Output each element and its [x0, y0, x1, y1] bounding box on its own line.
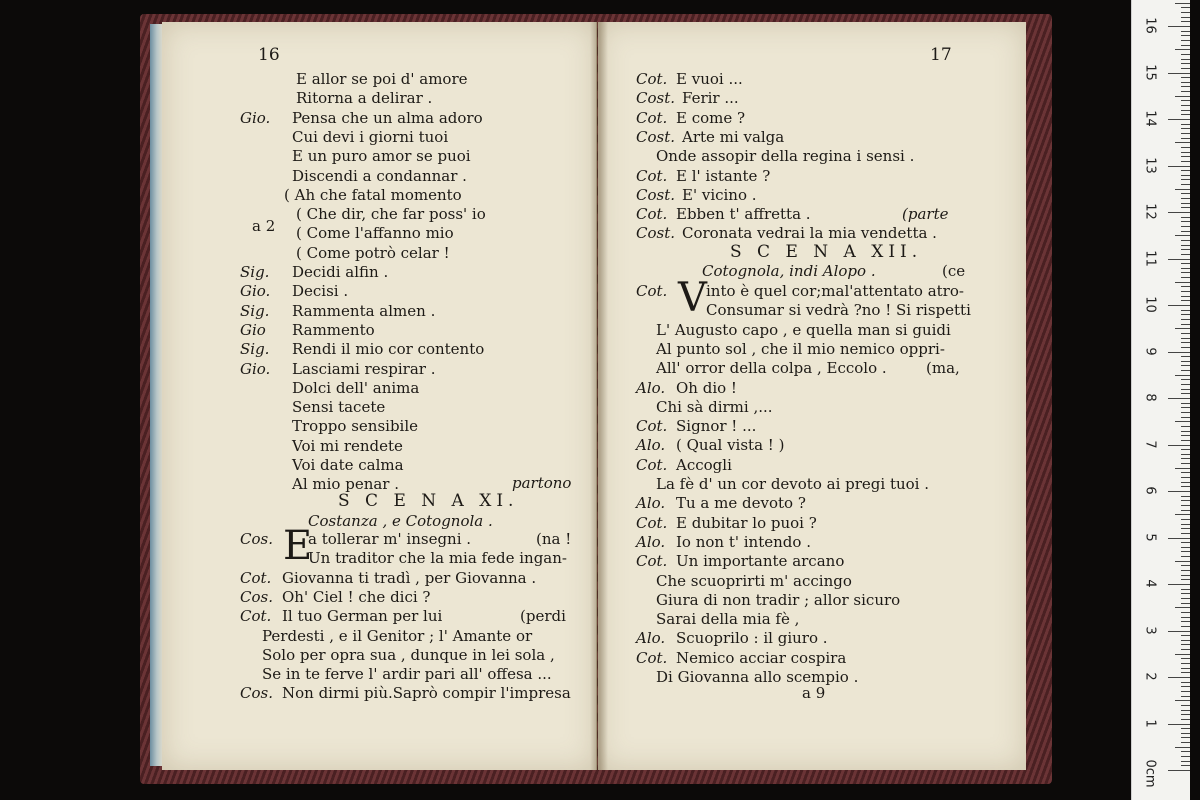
dialogue-line: E l' istante ?	[676, 166, 771, 185]
ruler-tick	[1168, 770, 1190, 771]
verse-line: Troppo sensibile	[292, 417, 419, 436]
ruler-tick	[1181, 240, 1190, 241]
dialogue-line: Oh' Ciel ! che dici ?	[282, 587, 431, 606]
verse-line: ( Che dir, che far poss' io	[296, 205, 486, 224]
speaker-label: Cot.	[636, 552, 668, 571]
dialogue-line: Solo per opra sua , dunque in lei sola ,	[262, 645, 555, 664]
ruler-tick	[1181, 477, 1190, 478]
verse-line: Voi date calma	[292, 456, 404, 474]
ruler-number: 10	[1142, 296, 1158, 313]
ruler-tick	[1168, 584, 1190, 585]
speaker-label: Gio.	[240, 108, 271, 127]
line-tail: (na !	[536, 530, 572, 548]
ruler-tick	[1181, 40, 1190, 41]
ruler-tick	[1181, 114, 1190, 115]
dialogue-line: Signor ! ...	[676, 417, 757, 436]
speaker-label: Cost.	[636, 127, 676, 146]
dialogue-line: Un importante arcano	[676, 552, 845, 571]
ruler-tick	[1181, 412, 1190, 413]
dialogue-line: Un traditor che la mia fede ingan-	[308, 549, 567, 568]
ruler-tick	[1181, 542, 1190, 543]
speaker-label: Cost.	[636, 89, 676, 108]
speaker-label: Gio.	[240, 359, 271, 378]
ruler-tick	[1181, 598, 1190, 599]
ruler-tick	[1181, 389, 1190, 390]
ruler-tick	[1181, 17, 1190, 18]
ruler-tick	[1181, 63, 1190, 64]
ruler-tick	[1181, 100, 1190, 101]
ruler-tick	[1181, 221, 1190, 222]
dialogue-line: Giura di non tradir ; allor sicuro	[656, 590, 901, 609]
ruler-tick	[1181, 496, 1190, 497]
ruler-tick	[1175, 654, 1190, 655]
ruler-tick	[1181, 533, 1190, 534]
ruler-tick	[1181, 198, 1190, 199]
verse-line: ( Come l'affanno mio	[296, 224, 454, 243]
speaker-label: Cot.	[636, 166, 668, 185]
ruler-unit-label: 0cm	[1142, 759, 1158, 788]
ruler-tick	[1168, 166, 1190, 167]
ruler-tick	[1181, 486, 1190, 487]
ruler-tick	[1175, 49, 1190, 50]
scene-title-xii: S C E N A XII.	[730, 242, 923, 262]
ruler-tick	[1181, 342, 1190, 343]
ruler-tick	[1181, 12, 1190, 13]
ruler-tick	[1181, 728, 1190, 729]
ruler-tick	[1181, 579, 1190, 580]
ruler-tick	[1181, 31, 1190, 32]
ruler-number: 12	[1142, 203, 1158, 220]
ruler-tick	[1168, 538, 1190, 539]
scene-characters-xii: Cotognola, indi Alopo .	[702, 262, 876, 280]
speaker-label: Cot.	[636, 513, 668, 532]
ruler-tick	[1181, 175, 1190, 176]
dialogue-line: Il tuo German per lui	[282, 607, 443, 626]
ruler-tick	[1181, 361, 1190, 362]
verse-line: Decidi alfin .	[292, 263, 389, 281]
speaker-label: Cot.	[636, 455, 668, 474]
ruler-tick	[1181, 589, 1190, 590]
ruler-tick	[1181, 324, 1190, 325]
dialogue-line: Onde assopir della regina i sensi .	[656, 147, 915, 166]
dialogue-line: Scuoprilo : il giuro .	[676, 629, 828, 648]
verse-line: Lasciami respirar .	[292, 359, 436, 378]
ruler-tick	[1175, 3, 1190, 4]
ruler-tick	[1181, 672, 1190, 673]
dialogue-line: Chi sà dirmi ,...	[656, 397, 773, 416]
verse-line: Ritorna a delirar .	[296, 89, 433, 108]
ruler-number: 9	[1142, 346, 1158, 356]
ruler-tick	[1168, 677, 1190, 678]
ruler-tick	[1181, 593, 1190, 594]
ruler-tick	[1181, 431, 1190, 432]
ruler-tick	[1181, 245, 1190, 246]
dialogue-line: into è quel cor;mal'attentato atro-	[706, 282, 964, 300]
speaker-label: Cot.	[636, 648, 668, 667]
dialogue-line: Non dirmi più.Saprò compir l'impresa	[282, 684, 571, 703]
speaker-label: Cos.	[240, 587, 273, 606]
scene-title-xi: S C E N A XI.	[338, 491, 519, 511]
ruler-tick	[1175, 96, 1190, 97]
speaker-label: Gio.	[240, 282, 271, 301]
ruler-tick	[1181, 765, 1190, 766]
dialogue-line: E dubitar lo puoi ?	[676, 513, 817, 532]
ruler-tick	[1181, 472, 1190, 473]
verse-line: Rendi il mio cor contento	[292, 340, 485, 359]
dialogue-line: Ferir ...	[682, 89, 739, 108]
ruler-tick	[1181, 524, 1190, 525]
ruler-tick	[1175, 747, 1190, 748]
verse-line: ( Ah che fatal momento	[284, 185, 462, 204]
ruler-number: 11	[1142, 249, 1158, 267]
line-tail: (parte	[902, 205, 949, 224]
ruler-tick	[1181, 203, 1190, 204]
exit-note: partono	[512, 474, 572, 492]
ruler-tick	[1181, 333, 1190, 334]
speaker-label: Alo.	[636, 436, 666, 455]
ruler-tick	[1181, 35, 1190, 36]
ruler-tick	[1181, 547, 1190, 548]
ruler-tick	[1181, 705, 1190, 706]
ruler-tick	[1175, 421, 1190, 422]
ruler-tick	[1181, 249, 1190, 250]
ruler-number: 4	[1142, 579, 1158, 588]
ruler-tick	[1168, 491, 1190, 492]
ruler-tick	[1181, 644, 1190, 645]
ruler-tick	[1175, 235, 1190, 236]
ruler-tick	[1181, 393, 1190, 394]
speaker-label: Cos.	[240, 684, 273, 703]
ruler-tick	[1181, 742, 1190, 743]
ruler-tick	[1181, 124, 1190, 125]
ruler-tick	[1181, 226, 1190, 227]
speaker-label: Cot.	[636, 108, 668, 127]
verse-line: E un puro amor se puoi	[292, 147, 471, 166]
scene-tail-xii: (ce	[942, 262, 966, 280]
ruler-tick	[1181, 384, 1190, 385]
ruler-number: 8	[1142, 393, 1158, 402]
ruler-tick	[1181, 575, 1190, 576]
speaker-label: Cot.	[636, 417, 668, 436]
ruler-tick	[1181, 105, 1190, 106]
ruler-tick	[1181, 403, 1190, 404]
dialogue-line: ( Qual vista ! )	[676, 436, 785, 455]
ruler-tick	[1181, 603, 1190, 604]
dialogue-line: E come ?	[676, 108, 746, 127]
speaker-label: Sig.	[240, 301, 270, 320]
ruler-tick	[1181, 7, 1190, 8]
verse-line: ( Come potrò celar !	[296, 243, 450, 262]
ruler-tick	[1181, 454, 1190, 455]
ruler-tick	[1181, 714, 1190, 715]
ruler-tick	[1181, 379, 1190, 380]
ruler-tick	[1181, 193, 1190, 194]
ruler-tick	[1181, 68, 1190, 69]
ruler-tick	[1181, 626, 1190, 627]
ruler-tick	[1181, 254, 1190, 255]
ruler-tick	[1181, 640, 1190, 641]
verse-line: Cui devi i giorni tuoi	[292, 127, 449, 146]
dialogue-line: Io non t' intendo .	[676, 532, 811, 551]
ruler-tick	[1181, 170, 1190, 171]
ruler-tick	[1181, 45, 1190, 46]
speaker-label: Alo.	[636, 378, 666, 397]
ruler-tick	[1181, 417, 1190, 418]
speaker-label: Sig.	[240, 340, 270, 359]
dialogue-line: Se in te ferve l' ardir pari all' offesa ...	[262, 665, 552, 684]
ruler-tick	[1181, 110, 1190, 111]
dialogue-line: Al punto sol , che il mio nemico oppri-	[656, 339, 945, 358]
ruler-tick	[1181, 138, 1190, 139]
ruler-number: 5	[1142, 532, 1158, 542]
ruler-tick	[1181, 719, 1190, 720]
drop-cap: V	[678, 275, 707, 321]
ruler-tick	[1181, 156, 1190, 157]
ruler-tick	[1181, 737, 1190, 738]
ruler-tick	[1181, 82, 1190, 83]
ruler-number: 1	[1142, 718, 1158, 728]
dialogue-line: Che scuoprirti m' accingo	[656, 571, 852, 590]
speaker-label: Alo.	[636, 494, 666, 513]
dialogue-line: La fè d' un cor devoto ai pregi tuoi .	[656, 475, 930, 493]
signature-mark: a 9	[802, 684, 826, 702]
ruler-tick	[1181, 365, 1190, 366]
dialogue-line: Perdesti , e il Genitor ; l' Amante or	[262, 626, 533, 645]
ruler-tick	[1168, 724, 1190, 725]
dialogue-line: Giovanna ti tradì , per Giovanna .	[282, 568, 537, 587]
ruler-tick	[1181, 231, 1190, 232]
speaker-label: Cost.	[636, 224, 676, 243]
ruler-tick	[1181, 21, 1190, 22]
dialogue-line: Di Giovanna allo scempio .	[656, 668, 859, 686]
ruler-tick	[1168, 26, 1190, 27]
verse-line: Al mio penar .	[292, 475, 400, 494]
dialogue-line: Sarai della mia fè ,	[656, 610, 800, 629]
ruler-tick	[1181, 682, 1190, 683]
ruler-tick	[1181, 296, 1190, 297]
a2-label: a 2	[252, 217, 276, 235]
ruler-tick	[1181, 310, 1190, 311]
left-page-number: 16	[258, 45, 280, 65]
ruler-tick	[1181, 612, 1190, 613]
ruler-tick	[1181, 314, 1190, 315]
ruler-tick	[1175, 375, 1190, 376]
dialogue-line: Oh dio !	[676, 378, 737, 397]
ruler-tick	[1181, 458, 1190, 459]
speaker-label: Gio	[240, 320, 266, 339]
ruler-tick	[1175, 142, 1190, 143]
verse-line: Decisi .	[292, 282, 349, 301]
ruler-tick	[1168, 398, 1190, 399]
verse-line: E allor se poi d' amore	[296, 70, 468, 88]
ruler-tick	[1181, 152, 1190, 153]
ruler-tick	[1181, 179, 1190, 180]
ruler-tick	[1168, 445, 1190, 446]
dialogue-line: Ebben t' affretta .	[676, 205, 811, 224]
ruler-tick	[1181, 133, 1190, 134]
ruler-tick	[1181, 440, 1190, 441]
ruler-tick	[1181, 500, 1190, 501]
ruler-tick	[1181, 556, 1190, 557]
dialogue-line: L' Augusto capo , e quella man si guidi	[656, 320, 951, 339]
ruler-tick	[1181, 184, 1190, 185]
dialogue-line: Accogli	[676, 455, 732, 474]
verse-line: Rammenta almen .	[292, 301, 436, 320]
ruler-tick	[1181, 761, 1190, 762]
ruler-tick	[1181, 528, 1190, 529]
ruler-tick	[1181, 128, 1190, 129]
ruler-number: 6	[1142, 486, 1158, 495]
speaker-label: Cost.	[636, 185, 676, 204]
speaker-label: Cot.	[240, 568, 272, 587]
ruler-tick	[1181, 663, 1190, 664]
line-tail: (perdi	[520, 607, 566, 626]
ruler-tick	[1181, 482, 1190, 483]
book-gutter	[590, 22, 608, 770]
ruler-tick	[1181, 347, 1190, 348]
ruler-tick	[1168, 305, 1190, 306]
ruler-number: 7	[1142, 439, 1158, 449]
ruler-tick	[1175, 700, 1190, 701]
ruler-tick	[1181, 751, 1190, 752]
ruler-tick	[1181, 207, 1190, 208]
ruler-tick	[1181, 570, 1190, 571]
ruler-tick	[1175, 514, 1190, 515]
ruler-tick	[1175, 189, 1190, 190]
verse-line: Pensa che un alma adoro	[292, 108, 483, 127]
ruler-tick	[1181, 277, 1190, 278]
dialogue-line: All' orror della colpa , Eccolo .	[656, 359, 887, 378]
ruler-tick	[1181, 286, 1190, 287]
ruler-tick	[1181, 268, 1190, 269]
ruler-tick	[1181, 77, 1190, 78]
ruler-number: 15	[1142, 63, 1158, 81]
verse-line: Discendi a condannar .	[292, 166, 467, 185]
speaker-label: Cot.	[240, 607, 272, 626]
ruler-number: 13	[1142, 156, 1158, 174]
ruler-tick	[1181, 338, 1190, 339]
scene-characters-xi: Costanza , e Cotognola .	[308, 512, 493, 530]
ruler-tick	[1181, 319, 1190, 320]
ruler-tick	[1181, 756, 1190, 757]
speaker-label: Cos.	[240, 530, 273, 548]
ruler-tick	[1181, 356, 1190, 357]
ruler-tick	[1181, 426, 1190, 427]
ruler-tick	[1181, 272, 1190, 273]
verse-line: Dolci dell' anima	[292, 378, 420, 397]
ruler-tick	[1168, 119, 1190, 120]
ruler-number: 16	[1142, 17, 1158, 34]
ruler-tick	[1181, 691, 1190, 692]
ruler-tick	[1181, 59, 1190, 60]
speaker-label: Cot.	[636, 282, 668, 300]
right-page-number: 17	[930, 45, 952, 65]
ruler-tick	[1181, 658, 1190, 659]
speaker-label: Cot.	[636, 205, 668, 224]
ruler-tick	[1175, 282, 1190, 283]
ruler-tick	[1168, 352, 1190, 353]
ruler-tick	[1181, 300, 1190, 301]
drop-cap: E	[283, 523, 313, 569]
dialogue-line: Consumar si vedrà ?no ! Si rispetti	[706, 301, 971, 320]
ruler-tick	[1181, 147, 1190, 148]
dialogue-line: E vuoi ...	[676, 70, 743, 88]
dialogue-line: Coronata vedrai la mia vendetta .	[682, 224, 937, 243]
ruler-number: 3	[1142, 625, 1158, 635]
dialogue-line: E' vicino .	[682, 185, 757, 204]
ruler-tick	[1181, 435, 1190, 436]
ruler-tick	[1181, 407, 1190, 408]
ruler-tick	[1168, 631, 1190, 632]
speaker-label: Alo.	[636, 532, 666, 551]
ruler-tick	[1181, 291, 1190, 292]
verse-line: Rammento	[292, 320, 375, 339]
ruler-tick	[1175, 328, 1190, 329]
ruler-tick	[1181, 91, 1190, 92]
ruler-tick	[1168, 212, 1190, 213]
ruler-tick	[1175, 561, 1190, 562]
ruler-tick	[1181, 519, 1190, 520]
ruler-tick	[1181, 54, 1190, 55]
verse-line: Voi mi rendete	[292, 436, 403, 455]
dialogue-line: Arte mi valga	[682, 127, 785, 146]
ruler-tick	[1181, 86, 1190, 87]
ruler-tick	[1181, 217, 1190, 218]
ruler-tick	[1181, 551, 1190, 552]
ruler-tick	[1181, 710, 1190, 711]
speaker-label: Sig.	[240, 263, 270, 281]
ruler-tick	[1168, 73, 1190, 74]
line-tail: (ma,	[926, 359, 960, 378]
ruler-tick	[1181, 635, 1190, 636]
ruler-number: 2	[1142, 672, 1158, 681]
speaker-label: Cot.	[636, 70, 668, 88]
ruler-tick	[1181, 668, 1190, 669]
ruler-tick	[1175, 468, 1190, 469]
speaker-label: Alo.	[636, 629, 666, 648]
dialogue-line: Tu a me devoto ?	[676, 494, 806, 513]
ruler-tick	[1181, 449, 1190, 450]
dialogue-line: a tollerar m' insegni .	[308, 530, 472, 548]
ruler-tick	[1181, 463, 1190, 464]
ruler-tick	[1181, 510, 1190, 511]
ruler-tick	[1181, 649, 1190, 650]
ruler-tick	[1181, 263, 1190, 264]
ruler-number: 14	[1142, 110, 1158, 127]
ruler-tick	[1181, 686, 1190, 687]
dialogue-line: Nemico acciar cospira	[676, 648, 847, 667]
ruler-tick	[1168, 259, 1190, 260]
ruler-tick	[1181, 370, 1190, 371]
ruler-tick	[1181, 617, 1190, 618]
verse-line: Sensi tacete	[292, 398, 386, 417]
measuring-ruler	[1131, 0, 1190, 800]
ruler-tick	[1181, 696, 1190, 697]
ruler-tick	[1175, 607, 1190, 608]
ruler-tick	[1181, 505, 1190, 506]
ruler-tick	[1181, 733, 1190, 734]
ruler-tick	[1181, 161, 1190, 162]
ruler-tick	[1181, 621, 1190, 622]
ruler-tick	[1181, 565, 1190, 566]
